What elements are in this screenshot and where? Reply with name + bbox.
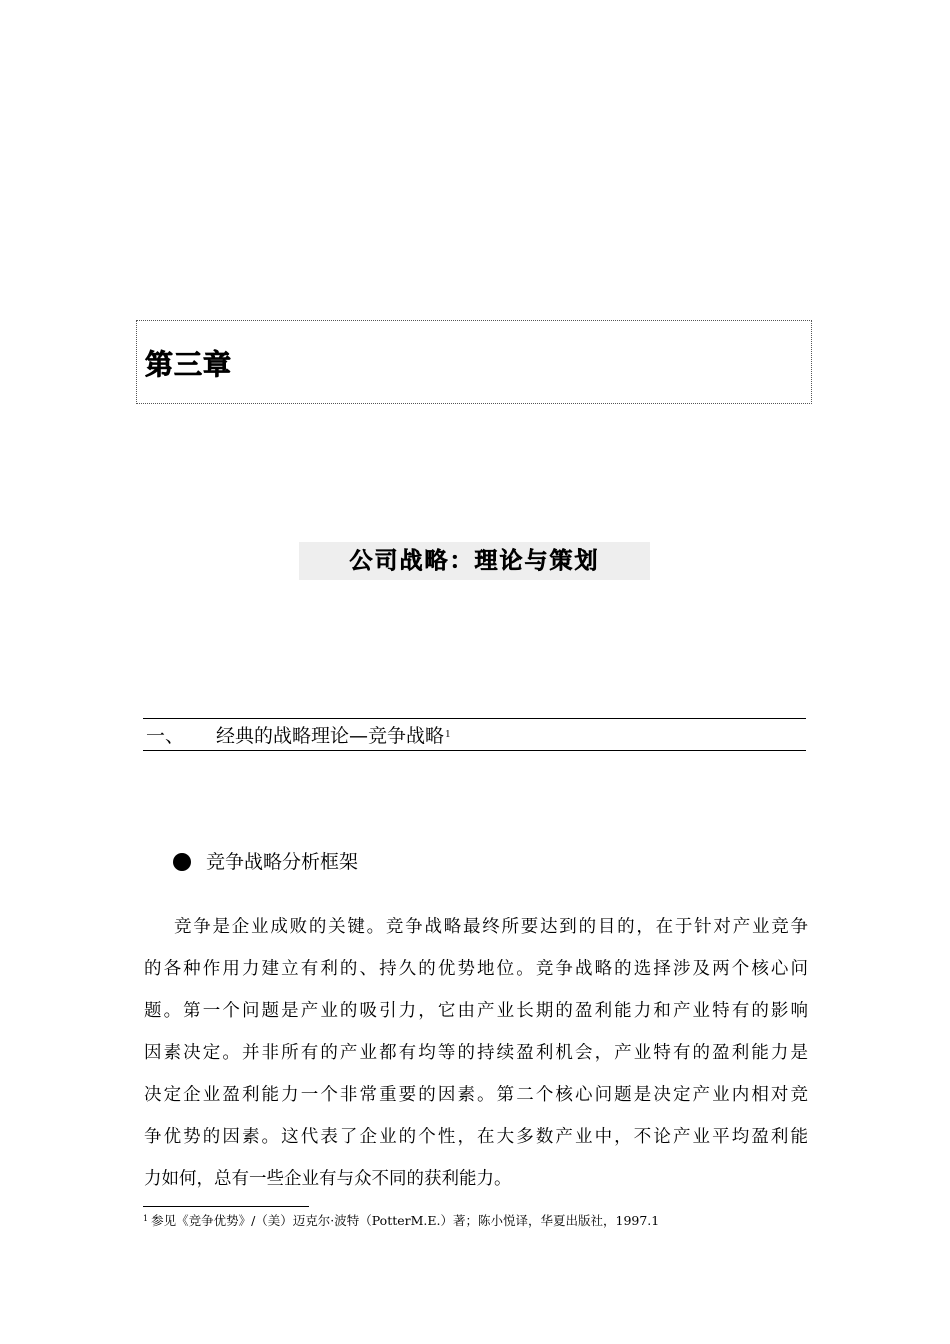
section-number: 一、 (146, 725, 185, 747)
footnote-reference[interactable]: 1 (445, 728, 451, 740)
paragraph-line: 因素决定。并非所有的产业都有均等的持续盈利机会，产业特有的盈利能力是 (144, 1043, 808, 1063)
section-title: 经典的战略理论—竞争战略 (216, 725, 445, 747)
section-heading (216, 723, 451, 749)
paragraph-line: 竞争是企业成败的关键。竞争战略最终所要达到的目的，在于针对产业竞争 (174, 917, 808, 937)
paragraph-line: 争优势的因素。这代表了企业的个性，在大多数产业中，不论产业平均盈利能 (144, 1127, 808, 1147)
chapter-title: 第三章 (145, 348, 233, 381)
paragraph-line: 决定企业盈利能力一个非常重要的因素。第二个核心问题是决定产业内相对竞 (144, 1085, 808, 1105)
paragraph-line: 的各种作用力建立有利的、持久的优势地位。竞争战略的选择涉及两个核心问 (144, 959, 808, 979)
paragraph-line: 力如何，总有一些企业有与众不同的获利能力。 (144, 1169, 512, 1189)
chapter-heading-box (136, 320, 812, 404)
document-title: 公司战略：理论与策划 (299, 542, 650, 580)
body-paragraph (144, 906, 808, 1200)
footnote-text: 参见《竞争优势》/（美）迈克尔·波特（PotterM.E.）著；陈小悦译，华夏出版社，1997.1 (151, 1213, 660, 1228)
section-rule-bottom (143, 750, 806, 751)
footnote (143, 1212, 659, 1230)
footnote-marker: 1 (143, 1214, 149, 1223)
footnote-separator (143, 1206, 309, 1207)
section-rule-top (143, 718, 806, 719)
subsection-title: 竞争战略分析框架 (206, 851, 359, 873)
paragraph-line: 题。第一个问题是产业的吸引力，它由产业长期的盈利能力和产业特有的影响 (144, 1001, 808, 1021)
bullet-icon (173, 853, 191, 871)
